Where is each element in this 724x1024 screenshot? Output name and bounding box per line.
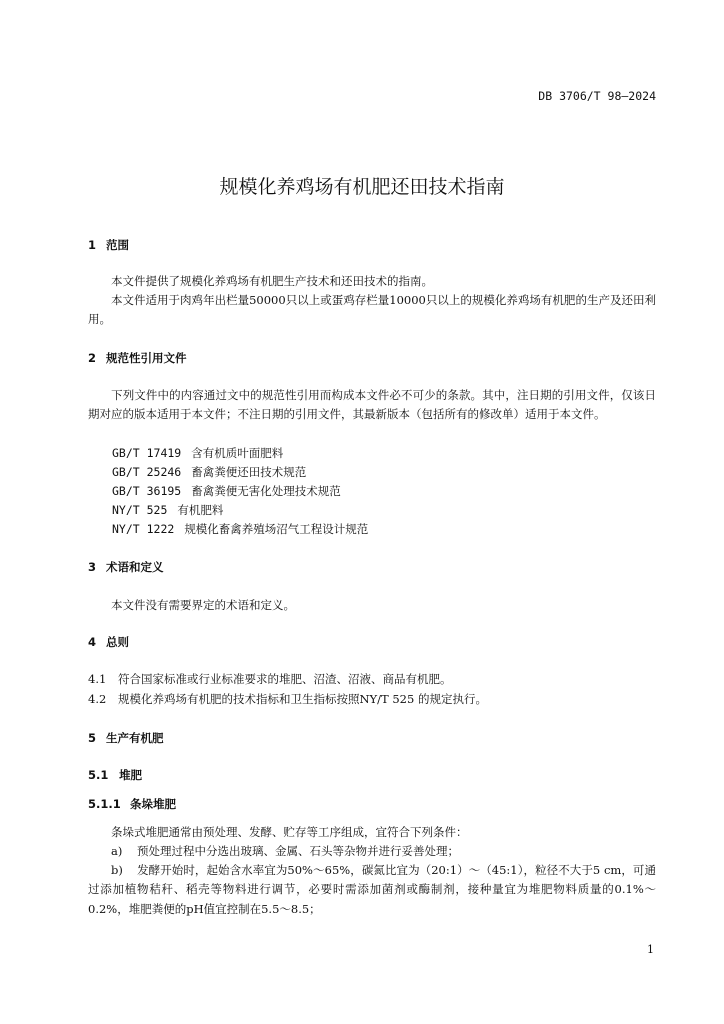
section-title: 术语和定义	[106, 560, 164, 574]
list-item-a	[88, 842, 656, 861]
clause-text: 符合国家标准或行业标准要求的堆肥、沼渣、沼液、商品有机肥。	[118, 672, 452, 686]
reference-code: GB/T 17419	[112, 446, 182, 460]
paragraph-text: 本文件适用于肉鸡年出栏量50000只以上或蛋鸡存栏量10000只以上的规模化养鸡场有机肥的生产及还田利用。	[88, 293, 656, 327]
section-title: 生产有机肥	[106, 731, 164, 745]
subsection-number: 5.1.1	[88, 797, 121, 811]
page-number: 1	[647, 943, 654, 956]
section-5-intro	[88, 823, 656, 842]
reference-item	[112, 445, 283, 461]
section-4-heading	[88, 634, 129, 650]
section-1-heading	[88, 237, 129, 253]
section-1-paragraph-2	[88, 291, 656, 330]
reference-item	[112, 521, 368, 537]
section-1-paragraph-1	[88, 272, 656, 291]
reference-item	[112, 464, 306, 480]
reference-code: GB/T 25246	[112, 465, 182, 479]
section-number: 2	[88, 351, 97, 365]
reference-title: 有机肥料	[177, 503, 224, 517]
subsection-title: 堆肥	[119, 768, 142, 782]
reference-code: GB/T 36195	[112, 484, 182, 498]
clause-number: 4.1	[88, 672, 107, 686]
reference-item	[112, 502, 223, 518]
section-3-paragraph	[88, 596, 656, 615]
paragraph-text: 条垛式堆肥通常由预处理、发酵、贮存等工序组成，宜符合下列条件：	[111, 825, 468, 839]
clause-4-2	[88, 691, 487, 707]
reference-title: 含有机质叶面肥料	[191, 446, 284, 460]
list-item-b	[88, 861, 656, 919]
section-number: 5	[88, 731, 97, 745]
section-2-intro	[88, 386, 656, 425]
section-number: 3	[88, 560, 97, 574]
section-2-heading	[88, 350, 187, 366]
document-title: 规模化养鸡场有机肥还田技术指南	[219, 176, 505, 198]
reference-title: 畜禽粪便无害化处理技术规范	[191, 484, 341, 498]
reference-title: 规模化畜禽养殖场沼气工程设计规范	[184, 522, 369, 536]
reference-item	[112, 483, 341, 499]
paragraph-text: 本文件没有需要界定的术语和定义。	[111, 598, 295, 612]
section-title: 范围	[106, 238, 129, 252]
list-label: b)	[111, 863, 123, 877]
subsection-5-1-heading	[88, 767, 142, 783]
subsection-5-1-1-heading	[88, 796, 176, 812]
clause-4-1	[88, 671, 452, 687]
list-text: 预处理过程中分选出玻璃、金属、石头等杂物并进行妥善处理；	[137, 844, 459, 858]
section-number: 4	[88, 635, 97, 649]
section-title: 总则	[106, 635, 129, 649]
reference-title: 畜禽粪便还田技术规范	[191, 465, 307, 479]
section-number: 1	[88, 238, 97, 252]
section-title: 规范性引用文件	[106, 351, 187, 365]
clause-text: 规模化养鸡场有机肥的技术指标和卫生指标按照NY/T 525 的规定执行。	[118, 692, 487, 706]
paragraph-text: 本文件提供了规模化养鸡场有机肥生产技术和还田技术的指南。	[111, 274, 433, 288]
clause-number: 4.2	[88, 692, 107, 706]
subsection-title: 条垛堆肥	[130, 797, 176, 811]
section-3-heading	[88, 559, 164, 575]
list-label: a)	[111, 844, 123, 858]
reference-code: NY/T 525	[112, 503, 168, 517]
list-text: 发酵开始时，起始含水率宜为50%～65%，碳氮比宜为（20:1）～（45:1），粒径不大于5 cm，可通过添加植物秸秆、稻壳等物料进行调节，必要时需添加菌剂或酶制剂，接种量宜为堆肥物料质量的0.1%～0.2%，堆肥粪便的pH值宜控制在5.5～8.5；	[88, 863, 656, 916]
standard-number: DB 3706/T 98—2024	[538, 89, 656, 103]
subsection-number: 5.1	[88, 768, 109, 782]
reference-code: NY/T 1222	[112, 522, 175, 536]
section-5-heading	[88, 730, 164, 746]
paragraph-text: 下列文件中的内容通过文中的规范性引用而构成本文件必不可少的条款。其中，注日期的引用文件，仅该日期对应的版本适用于本文件；不注日期的引用文件，其最新版本（包括所有的修改单）适用于本文件。	[88, 388, 656, 422]
